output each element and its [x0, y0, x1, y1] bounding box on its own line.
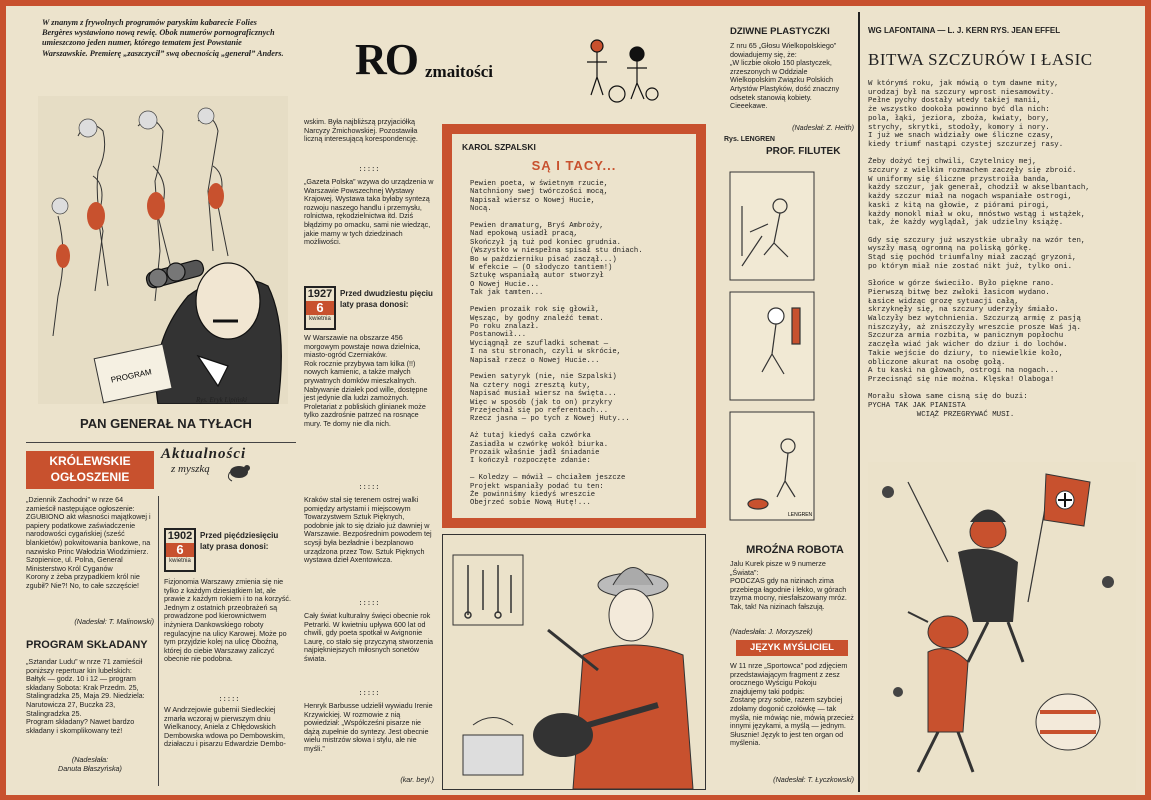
cartoon-title: PAN GENERAŁ NA TYŁACH [80, 416, 252, 431]
gazeta-text: „Gazeta Polska” wzywa do urządzenia w Warszawie Powszechnej Wystawy Krajowej. Wystawa taka byłaby syntezą rozwoju naszego handlu i przemysłu, rolnictwa, rękodzielnictwa itd. Dziś błądzimy po omacku, sami nie wiedząc, jakie mamy w tych dziedzinach możliwości. [304, 177, 436, 247]
mouse-icon [227, 458, 255, 482]
cartoon-credit: Rys. Eryk Lipiński [196, 396, 248, 404]
fable-title: BITWA SZCZURÓW I ŁASIC [868, 50, 1093, 69]
guitar-man-illustration [443, 535, 705, 789]
poem-text: Pewien poeta, w świetnym rzucie, Natchniony swej twórczości mocą, Napisał wiersz o Nowej Hucie, Nocą. Pewien dramaturg, Bryś Ambroży, Nad epokową usiadł pracą, Skończył ją tuż pod koniec grudnia. (Wszystko w niespełna spisał stu dniach. Bo w październiku pisać zaczął...) W efekcie — (O słodyczo tantiem!) Sztukę wspaniałą autor stworzył O Nowej Hucie... Tak jak tamten... Pewien prozaik rok się głowił, Węsząc, by godny znaleźć temat. Po roku znalazł. Postanowił... Wyciągnął ze szufladki schemat — I na stu stronach, czyli w skrócie, Napisał rzecz o Nowej Hucie... Pewien satyryk (nie, nie Szpalski) Na cztery nogi zresztą kuty, Napisać musiał wiersz na święta... Więc w sposób (jak to on) przykry Przejechał się po referentach... Rzecz jasna — po tych z Nowej Huty... Aż tutaj kiedyś cała czwórka Zasiadła w czwórkę wokół biurka. Prozaik właśnie jadł śniadanie I kończył rozpoczęte zdanie: — Koledzy — mówił — chciałem jeszcze Projekt wspaniały podać tu ten: Że powinniśmy kiedyś wreszcie Obejrzeć sobie Nową Hutę!... [470, 180, 643, 508]
fable-text: W którymś roku, jak mówią o tym dawne mity, urodzaj był na szczury wprost niesamowity. Pełne pychy dostały wtedy takiej manii, że wszystko dookoła powinno być dla nich: pola, łąki, jeziora, zboża, kwiaty, bory, strychy, skrytki, stodoły, komory i nory. I już we snach widziały owe śliczne czasy, kiedy triumf nastąpi czystej szczurzej rasy. Żeby dożyć tej chwili, Czytelnicy mej, szczury z wielkim rozmachem zaczęły się zbroić. W uniformy się śliczne przystroiła banda, każdy szczur, jak generał, chodził w akselbantach, każdy szczur miał na nogach wspaniałe ostrogi, kaski z kitą na głowie, z piórami pirogi, każdy monokl miał w oku, mnóstwo wstąg i wstążek, tak, że każdy wyglądał, jak udzielny książę. Gdy się szczury już wszystkie ubrały na wzór ten, wyszły masą ogromną na poliską górkę. Stąd się pochód triumfalny miał zacząć gryzoni, po którym miał nie zostać nikt już, tylko oni. Słońce w górze świeciło. Było piękne rano. Pierwszą bitwę bez zwłoki łasicom wydano. Łasice widząc grozę sytuacji całą, skrzyknęły się, na szczury uderzyły śmiało. Walczyły bez wytchnienia. Szczurzą armię z pasją niszczyły, aż zniszczyły wreszcie prosze Waś ją. Szczurza armia rozbita, w panicznym popłochu zaczęła wiać jak wicher do dziur i do lochów. Takie wejście do dziury, to niewielkie koło, obliczone akurat na osobę gołą. A tu kaski na głowach, ostrogi na nogach... Przecisnąć się nie można. Klęska! Olaboga! Morału słowa same cisną się do buzi: PYCHA TAK JAK PIANISTA WCIĄŻ PRZEGRYWAĆ MUSI. [868, 80, 1090, 419]
date-1902-text: Przed pięćdziesięciu laty prasa donosi: [200, 531, 281, 551]
plastyczki-body: Z nru 65 „Głosu Wielkopolskiego” dowiadujemy się, że: „W liczbie około 150 plastyczek, zrzeszonych w Oddziale Wielkopolskim Związku Polskich Artystów Plastyków, dość znaczny odsetek stanowią kobiety. Cieeekawe. [730, 41, 840, 111]
krolewskie-title-1: KRÓLEWSKIE [49, 454, 131, 468]
newspaper-page: W znanym z frywolnych programów paryskim kabarecie Folies Bergères wystawiono nową rewię. Obok numerów pornograficznych umieszczono jeden numer, którego tematem jest Powstanie Warszawskie. Premierę „zaszczycił” swą obecnością „generał” Anders. PROGRAM Rys. Eryk Lipiński PAN GENERAŁ NA TYŁACH KRÓLEWSKIE OGŁOSZENIE Aktualności z myszką „Dziennik Zachodni” w nrze 64 zamieścił następujące ogłoszenie: ZGUBIONO akt własności majątkowej i papiery podatkowe zaświadczenie narodowości cygańskiej (sześć blankietów) pokwitowania bankowe, na nazwisko Princ Wałodzia Wiodzimierz. Szopienice, ul. Polna, General Ministerstwo Król Cyganów Korony z żeba przypadkiem król nie zgubił? Nie?! No, to całe szczęście! (Nadesłał: T. Malinowski) PROGRAM SKŁADANY „Sztandar Ludu” w nrze 71 zamieścił poniższy repertuar kin lubelskich: Bałtyk — godz. 10 i 12 — program składany Sobota: Krak Przedm. 25, Stalingradzka 25, Maja 29. Niedziela: Narutowicza 27, Buczka 23, Stalingradzka 25. Program składany? Nawet bardzo składany i skomplikowany też! (Nadesłała: Danuta Błaszyńska) 1902 6 kwietnia Przed pięćdziesięciu laty prasa donosi: Fizjonomia Warszawy zmienia się nie tylko z każdym dziesiątkiem lat, ale prawie z każdym rokiem i to na korzyść. Jednym z ostatnich przeobrażeń są prowadzone pod kierownictwem inżyniera Dankowskiego roboty regulacyjne na ulicy Karowej. Może po tym przyjdzie kolej na ulicę Oboźną, której do ciebie Warszawy zaliczyć obecnie nie podobna. ::::: W Andrzejowie gubernii Siedleckiej zmarła wczoraj w pierwszym dniu Wielkanocy, Aniela z Chłędowskich Dembowska wdowa po Dembowskim, działaczu i pisarzu Edwardzie Dembo- RO zmaitości wskim. Była najbliższą przyjaciółką Narcyzy Żmichowskiej. Pozostawiła liczną interesującą korespondencję. ::::: „Gazeta Polska” wzywa do urządzenia w Warszawie Powszechnej Wystawy Krajowej. Wystawa taka byłaby syntezą rozwoju naszego handlu i przemysłu, rolnictwa, rękodzielnictwa itd. Dziś błądzimy po omacku, sami nie wiedząc, jakie mamy w tych dziedzinach możliwości. 1927 6 kwietnia Przed dwudziestu pięciu laty prasa donosi: W Warszawie na obszarze 456 morgowym powstaje nowa dzielnica, miasto-ogród Czerniaków. Rok rocznie przybywa tam kilka (!!) nowych kamienic, a także małych prywatnych domków mieszkalnych. Nabywanie działek pod wille, dostępne jest jedynie dla ludzi zamożnych. Proletariat z pobliskich glinianek może tylko zazdrośnie patrzeć na rosnące mury. Te domy nie dla nich. ::::: Kraków stał się terenem ostrej walki pomiędzy artystami i miejscowym Towarzystwem Sztuk Pięknych, podobnie jak to się działo już dawniej w Warszawie. Bezpośrednim powodem tej scysji była bezładnie i bezplanowo urządzona przez Tow. Sztuk Pięknych wystawa dzieł Axentowicza. ::::: Cały świat kulturalny święci obecnie rok Petrarki. W kwietniu upływa 600 lat od chwili, gdy poeta spotkał w Avignonie Laurę, co stało się przyczyną stworzenia najpiękniejszych miłosnych sonetów świata. ::::: Henryk Barbusse udzielił wywiadu Irenie Krzywickiej. W rozmowie z nią powiedział: „Współcześni pisarze nie dążą zupełnie do syntezy. Jest obecnie wielu mistrzów słowa i stylu, ale nie myśli.” (kar. beyl.) KAROL SZPALSKI SĄ I TACY... Pewien poeta, w świetnym rzucie, Natchniony swej twórczości mocą, Napisał wiersz o Nowej Hucie, Nocą. Pewien dramaturg, Bryś Ambroży, Nad epokową usiadł pracą, Skończył ją tuż pod koniec grudnia. (Wszystko w niespełna spisał stu dniach. Bo w październiku pisać zaczął...) W efekcie — (O słodyczo tantiem!) Sztukę wspaniałą autor stworzył O Nowej Hucie... Tak jak tamten... Pewien prozaik rok się głowił, Węsząc, by godny znaleźć temat. Po roku znalazł. Postanowił... Wyciągnął ze szufladki schemat — I na stu stronach, czyli w skrócie, Napisał rzecz o Nowej Hucie... Pewien satyryk (nie, nie Szpalski) Na cztery nogi zresztą kuty, Napisać musiał wiersz na święta... Więc w sposób (jak to on) przykry Przejechał się po referentach... Rzecz jasna — po tych z Nowej Huty... Aż tutaj kiedyś cała czwórka Zasiadła w czwórkę wokół biurka. Prozaik właśnie jadł śniadanie I kończył rozpoczęte zdanie: — Koledzy — mówił — chciałem jeszcze Projekt wspaniały podać tu ten: Że powinniśmy kiedyś wreszcie Obejrzeć sobie Nową Hutę!... DZIWNE PLASTYCZKI Z nru 65 „Głosu Wielkopolskiego” dowiadujemy się, że: „W liczbie około 150 plastyczek, zrzeszonych w Oddziale Wielkopolskim Związku Polskich Artystów Plastyków, dość znaczny odsetek stanowią kobiety. Cieeekawe. (Nadesłał: Z. Heith) Rys. LENGREN PROF. FILUTEK LENGREN MROŹNA ROBOTA Jalu Kurek pisze w 9 numerze „Świata”: PODCZAS gdy na nizinach zima przebiega łagodnie i lekko, w górach trzyma mocny, niesfałszowany mróz. Tak, tak! Na nizinach fałszują. (Nadesłała: J. Morzyszek) JĘZYK MYŚLICIEL W 11 nrze „Sportowca” pod zdjęciem przedstawiającym fragment z zesz orocznego Wyścigu Pokoju znajdujemy taki podpis: Zostanę przy sobie, razem szybciej zdołamy dogonić czołówkę — tak myśla, nie mówiąc nie, mówią przecież innymi językami, a myślą — jednym. Słusznie! Język to jest ten organ od myślenia. (Nadesłał: T. Łyczkowski) WG LAFONTAINA — L. J. KERN RYS. JEAN EFFEL BITWA SZCZURÓW I ŁASIC W którymś roku, jak mówią o tym dawne mity, urodzaj był na szczury wprost niesamowity. Pełne pychy dostały wtedy takiej manii, że wszystko dookoła powinno być dla nich: pola, łąki, jeziora, zboża, kwiaty, bory, strychy, skrytki, stodoły, komory i nory. I już we snach widziały owe śliczne czasy, kiedy triumf nastąpi czystej szczurzej rasy. Żeby dożyć tej chwili, Czytelnicy mej, szczury z wielkim rozmachem zaczęły się zbroić. W uniformy się śliczne przystroiła banda, każdy szczur, jak generał, chodził w akselbantach, każdy szczur miał na nogach wspaniałe ostrogi, kaski z kitą na głowie, z piórami pirogi, każdy monokl miał w oku, mnóstwo wstąg i wstążek, tak, że każdy wyglądał, jak udzielny książę. Gdy się szczury już wszystkie ubrały na wzór ten, wyszły masą ogromną na poliską górkę. Stąd się pochód triumfalny miał zacząć gryzoni, po którym miał nie zostać nikt już, tylko oni. Słońce w górze świeciło. Było piękne rano. Pierwszą bitwę bez zwłoki łasicom wydano. Łasice widząc grozę sytuacji całą, skrzyknęły się, na szczury uderzyły śmiało. Walczyły bez wytchnienia. Szczurzą armię z pasją niszczyły, aż zniszczyły wreszcie prosze Waś ją. Szczurza armia rozbita, w panicznym popłochu zaczęła wiać jak wicher do dziur i do lochów. Takie wejście do dziury, to niewielkie koło, obliczone akurat na osobę gołą. A tu kaski na głowach, ostrogi na nogach... Przecisnąć się nie można. Klęska! Olaboga! Morału słowa same cisną się do buzi: PYCHA TAK JAK PIANISTA WCIĄŻ PRZEGRYWAĆ MUSI. [6, 6, 1145, 795]
masthead-figures-icon [577, 32, 667, 106]
krakow-text: Kraków stał się terenem ostrej walki pomiędzy artystami i miejscowym Towarzystwem Sztuk Pięknych, podobnie jak to się działo już dawniej w Warszawie. Bezpośrednim powodem tej scysji była bezładnie i bezplanowo urządzona przez Tow. Sztuk Pięknych wystawa dzieł Axentowicza. [304, 495, 434, 565]
krolewskie-sig: (Nadesłał: T. Malinowski) [74, 617, 154, 626]
poem-inner [452, 134, 696, 518]
svg-text:PROGRAM: PROGRAM [110, 367, 153, 385]
krolewskie-title-2: OGŁOSZENIE [50, 470, 130, 484]
letter-intro: wskim. Była najbliższą przyjaciółką Narcyzy Żmichowskiej. Pozostawiła liczną interesującą korespondencję. [304, 117, 420, 144]
filutek-title: PROF. FILUTEK [766, 146, 841, 157]
cartoon-general [38, 96, 288, 404]
krolewskie-header [26, 451, 154, 489]
jezyk-title: JĘZYK MYŚLICIEL [736, 640, 848, 656]
poem-title: SĄ I TACY... [531, 158, 617, 173]
date-1902-box: 1902 6 kwietnia [164, 528, 196, 572]
poem-frame [442, 124, 706, 528]
masthead-big: RO [355, 35, 417, 84]
date-1927-text: Przed dwudziestu pięciu laty prasa donosi: [340, 289, 436, 309]
rats-weasels-illustration [868, 462, 1136, 790]
warszawa-text: W Warszawie na obszarze 456 morgowym powstaje nowa dzielnica, miasto-ogród Czerniaków. Rok rocznie przybywa tam kilka (!!) nowych kamienic, a także małych prywatnych domków mieszkalnych. Nabywanie działek pod wille, dostępne jest jedynie dla ludzi zamożnych. Proletariat z pobliskich glinianek może tylko zazdrośnie patrzeć na rosnące mury. Te domy nie dla nich. [304, 333, 428, 428]
swiat-text: Cały świat kulturalny święci obecnie rok Petrarki. W kwietniu upływa 600 lat od chwili, gdy poeta spotkał w Avignonie Laurę, co stało się przyczyną stworzenia najpiękniejszych miłosnych sonetów świata. [304, 611, 436, 663]
aktualnosci-logo: Aktualności z myszką [161, 446, 256, 492]
general-illustration [38, 96, 288, 404]
krolewskie-body: „Dziennik Zachodni” w nrze 64 zamieścił następujące ogłoszenie: ZGUBIONO akt własności majątkowej i papiery podatkowe zaświadczenie narodowości cygańskiej (sześć blankietów) pokwitowania bankowe, na nazwisko Princ Wałodzia Wiodzimierz. Szopienice, ul. Polna, General Ministerstwo Król Cyganów Korony z żeba przypadkiem król nie zgubił? Nie?! No, to całe szczęście! [26, 495, 151, 590]
program-title: PROGRAM SKŁADANY [26, 639, 148, 651]
mrozna-sig: (Nadesłała: J. Morzyszek) [730, 627, 813, 636]
filutek-strip [728, 166, 846, 538]
jezyk-body: W 11 nrze „Sportowca” pod zdjęciem przedstawiającym fragment z zesz orocznego Wyścigu Pokoju znajdujemy taki podpis: Zostanę przy sobie, razem szybciej zdołamy dogonić czołówkę — tak myśla, nie mówiąc nie, mówią przecież innymi językami, a myślą — jednym. Słusznie! Język to jest ten organ od myślenia. [730, 661, 854, 748]
mrozna-title: MROŹNA ROBOTA [746, 544, 844, 556]
masthead [351, 32, 671, 108]
poem-author: KAROL SZPALSKI [462, 142, 536, 152]
barbusse-text: Henryk Barbusse udzielił wywiadu Irenie Krzywickiej. W rozmowie z nią powiedział: „Współcześni pisarze nie dążą zupełnie do syntezy. Jest obecnie wielu mistrzów słowa i stylu, ale nie myśli.” [304, 701, 435, 753]
fizjonomia-text: Fizjonomia Warszawy zmienia się nie tylko z każdym dziesiątkiem lat, ale prawie z każdym rokiem i to na korzyść. Jednym z ostatnich przeobrażeń są prowadzone pod kierownictwem inżyniera Dankowskiego roboty regulacyjne na ulicy Karowej. Może po tym przyjdzie kolej na ulicę Oboźną, której do ciebie Warszawy zaliczyć obecnie nie podobna. [164, 577, 294, 664]
filutek-panels [728, 166, 846, 538]
filutek-credit: Rys. LENGREN [724, 136, 775, 143]
barbusse-sig: (kar. beyl.) [400, 775, 434, 784]
jezyk-sig: (Nadesłał: T. Łyczkowski) [773, 775, 854, 784]
date-1927-box: 1927 6 kwietnia [304, 286, 336, 330]
mrozna-body: Jalu Kurek pisze w 9 numerze „Świata”: PODCZAS gdy na nizinach zima przebiega łagodnie i lekko, w górach trzyma mocny, niesfałszowany mróz. Tak, tak! Na nizinach fałszują. [730, 559, 847, 611]
andrzejow-text: W Andrzejowie gubernii Siedleckiej zmarła wczoraj w pierwszym dniu Wielkanocy, Aniela z Chłędowskich Dembowska wdowa po Dembowskim, działaczu i pisarzu Edwardzie Dembo- [164, 705, 288, 749]
cartoon-rats [868, 462, 1136, 790]
plastyczki-sig: (Nadesłał: Z. Heith) [792, 123, 854, 132]
intro-text: W znanym z frywolnych programów paryskim kabarecie Folies Bergères wystawiono nową rewię. Obok numerów pornograficznych umieszczono jeden numer, którego tematem jest Powstanie Warszawskie. Premierę „zaszczycił” swą obecnością „generał” Anders. [42, 18, 284, 58]
cartoon-guitar [442, 534, 706, 790]
svg-text:LENGREN: LENGREN [788, 512, 813, 518]
plastyczki-title: DZIWNE PLASTYCZKI [730, 26, 830, 37]
program-body: „Sztandar Ludu” w nrze 71 zamieścił poniższy repertuar kin lubelskich: Bałtyk — godz. 10 i 12 — program składany Sobota: Krak Przedm. 25, Stalingradzka 25, Maja 29. Niedziela: Narutowicza 27, Buczka 23, Stalingradzka 25. Program składany? Nawet bardzo składany i skomplikowany też! [26, 657, 145, 735]
program-sig: (Nadesłała: Danuta Błaszyńska) [58, 755, 122, 773]
fable-credit: WG LAFONTAINA — L. J. KERN RYS. JEAN EFFEL [868, 26, 1061, 35]
masthead-small: zmaitości [425, 62, 493, 81]
